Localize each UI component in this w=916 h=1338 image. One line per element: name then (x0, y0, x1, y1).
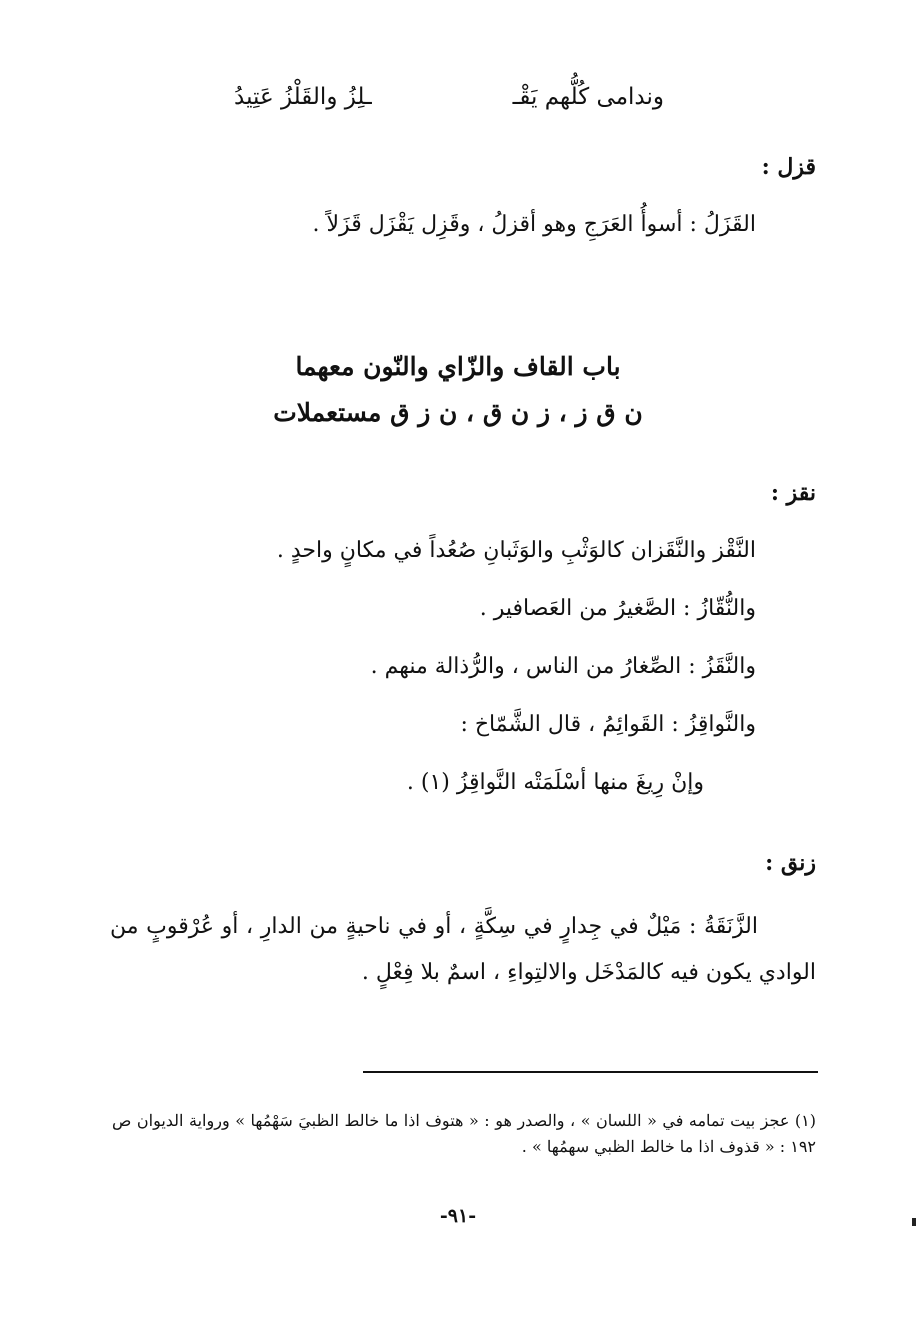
entry-line: والنُّقّازُ : الصَّغيرُ من العَصافير . (479, 596, 756, 621)
page-number: -٩١- (439, 1205, 477, 1227)
footnote-divider (363, 1071, 818, 1073)
chapter-title-line2: ن ق ز ، ز ن ق ، ن ز ق مستعملات (273, 398, 643, 427)
footnote: (١) عجز بيت تمامه في « اللسان » ، والصدر هو : « هتوف اذا ما خالط الظبيَ سَهْمُها » ورواية الديوان ص ١٩٢ : « قذوف اذا ما خالط الظبي سهمُها » . (112, 1111, 816, 1156)
scan-edge-mark (912, 1218, 916, 1226)
entry-line: والنَّقَزُ : الصِّغارُ من الناس ، والرُّذالة منهم . (370, 654, 756, 679)
verse-second-hemistich: ـلِزُ والقَلْزُ عَتِيدُ (234, 84, 372, 110)
entry-paragraph-text: الزَّنَقَةُ : مَيْلٌ في جِدارٍ في سِكَّةٍ ، أو في ناحيةٍ من الدارِ ، أو عُرْقوبٍ من الوادي يكون فيه كالمَدْخَل والالتِواءِ ، اسمٌ بلا فِعْلٍ . (110, 914, 816, 985)
chapter-title-line1: باب القاف والزّاي والنّون معهما (295, 352, 621, 381)
verse-couplet (234, 84, 664, 128)
entry-head-naqaz: نقز : (770, 480, 816, 506)
verse-first-hemistich: وندامى كُلُّهم يَقْـ (512, 84, 664, 110)
entry-line: النَّقْز والنَّقَزان كالوَثْبِ والوَثَبانِ صُعُداً في مكانٍ واحدٍ . (276, 538, 756, 563)
entry-paragraph (110, 904, 816, 996)
entry-line: والنَّواقِزُ : القَوائِمُ ، قال الشَّمّاخ : (460, 712, 756, 737)
entry-head-zanaq: زنق : (765, 850, 816, 876)
verse-quote: وإنْ رِيغَ منها أسْلَمَتْه النَّواقِزُ (١) . (406, 770, 704, 795)
entry-line: القَزَلُ : أسوأُ العَرَجِ وهو أقزلُ ، وقَزِل يَقْزَل قَزَلاً . (312, 212, 756, 237)
entry-head-qazal: قزل : (761, 154, 816, 180)
